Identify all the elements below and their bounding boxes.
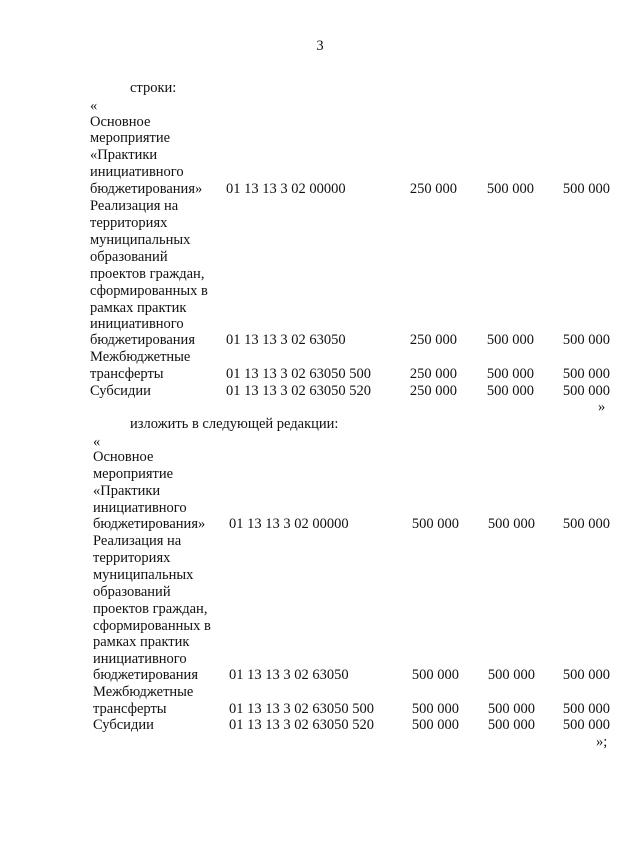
row-value-1: 250 000 xyxy=(409,383,457,399)
row-code: 01 13 13 3 02 00000 xyxy=(229,516,349,532)
section-1-close-quote: » xyxy=(598,399,606,415)
row-name-line: Субсидии xyxy=(93,717,154,733)
page-number: 3 xyxy=(316,38,324,54)
row-value-2: 500 000 xyxy=(487,516,535,532)
row-code: 01 13 13 3 02 00000 xyxy=(226,181,346,197)
row-code: 01 13 13 3 02 63050 xyxy=(229,667,349,683)
row-name-line: «Практики xyxy=(93,483,161,499)
row-code: 01 13 13 3 02 63050 xyxy=(226,332,346,348)
row-value-2: 500 000 xyxy=(486,181,534,197)
row-value-2: 500 000 xyxy=(486,383,534,399)
row-value-3: 500 000 xyxy=(562,667,610,683)
row-name-line: территориях xyxy=(93,550,171,566)
row-value-1: 250 000 xyxy=(409,181,457,197)
row-name-line: образований xyxy=(90,249,168,265)
row-code: 01 13 13 3 02 63050 520 xyxy=(229,717,374,733)
row-name-line: бюджетирования xyxy=(90,332,195,348)
row-name-line: сформированных в xyxy=(93,618,211,634)
row-value-1: 500 000 xyxy=(411,717,459,733)
row-value-3: 500 000 xyxy=(562,332,610,348)
row-name-line: трансферты xyxy=(93,701,167,717)
section-1-open-quote: « xyxy=(90,98,98,114)
row-name-line: инициативного xyxy=(93,500,187,516)
row-name-line: рамках практик xyxy=(93,634,190,650)
row-value-3: 500 000 xyxy=(562,701,610,717)
row-name-line: инициативного xyxy=(90,164,184,180)
row-name-line: территориях xyxy=(90,215,168,231)
row-value-1: 250 000 xyxy=(409,332,457,348)
row-value-3: 500 000 xyxy=(562,181,610,197)
section-2-intro: изложить в следующей редакции: xyxy=(130,416,339,432)
row-name-line: проектов граждан, xyxy=(93,601,208,617)
row-value-3: 500 000 xyxy=(562,383,610,399)
row-name-line: муниципальных xyxy=(90,232,191,248)
row-value-3: 500 000 xyxy=(562,717,610,733)
row-name-line: Реализация на xyxy=(90,198,179,214)
row-name-line: мероприятие xyxy=(93,466,174,482)
row-name-line: трансферты xyxy=(90,366,164,382)
row-value-2: 500 000 xyxy=(486,366,534,382)
row-name-line: бюджетирования» xyxy=(93,516,206,532)
row-name-line: Основное xyxy=(90,114,151,130)
row-value-1: 500 000 xyxy=(411,667,459,683)
row-name-line: проектов граждан, xyxy=(90,266,205,282)
row-name-line: Субсидии xyxy=(90,383,151,399)
row-name-line: Межбюджетные xyxy=(90,349,191,365)
row-code: 01 13 13 3 02 63050 520 xyxy=(226,383,371,399)
row-name-line: Основное xyxy=(93,449,154,465)
row-name-line: инициативного xyxy=(90,316,184,332)
section-2-open-quote: « xyxy=(93,434,101,450)
row-name-line: муниципальных xyxy=(93,567,194,583)
row-name-line: Межбюджетные xyxy=(93,684,194,700)
row-name-line: «Практики xyxy=(90,147,158,163)
row-code: 01 13 13 3 02 63050 500 xyxy=(226,366,371,382)
row-value-2: 500 000 xyxy=(487,701,535,717)
row-value-3: 500 000 xyxy=(562,366,610,382)
row-name-line: образований xyxy=(93,584,171,600)
row-value-2: 500 000 xyxy=(487,667,535,683)
row-value-2: 500 000 xyxy=(487,717,535,733)
row-name-line: сформированных в xyxy=(90,283,208,299)
row-name-line: бюджетирования» xyxy=(90,181,203,197)
row-value-1: 500 000 xyxy=(411,701,459,717)
row-value-1: 250 000 xyxy=(409,366,457,382)
row-name-line: Реализация на xyxy=(93,533,182,549)
row-code: 01 13 13 3 02 63050 500 xyxy=(229,701,374,717)
section-1-intro: строки: xyxy=(130,80,177,96)
row-value-3: 500 000 xyxy=(562,516,610,532)
section-2-close-quote: »; xyxy=(596,734,608,750)
row-name-line: мероприятие xyxy=(90,130,171,146)
row-value-2: 500 000 xyxy=(486,332,534,348)
row-value-1: 500 000 xyxy=(411,516,459,532)
row-name-line: бюджетирования xyxy=(93,667,198,683)
row-name-line: инициативного xyxy=(93,651,187,667)
row-name-line: рамках практик xyxy=(90,300,187,316)
